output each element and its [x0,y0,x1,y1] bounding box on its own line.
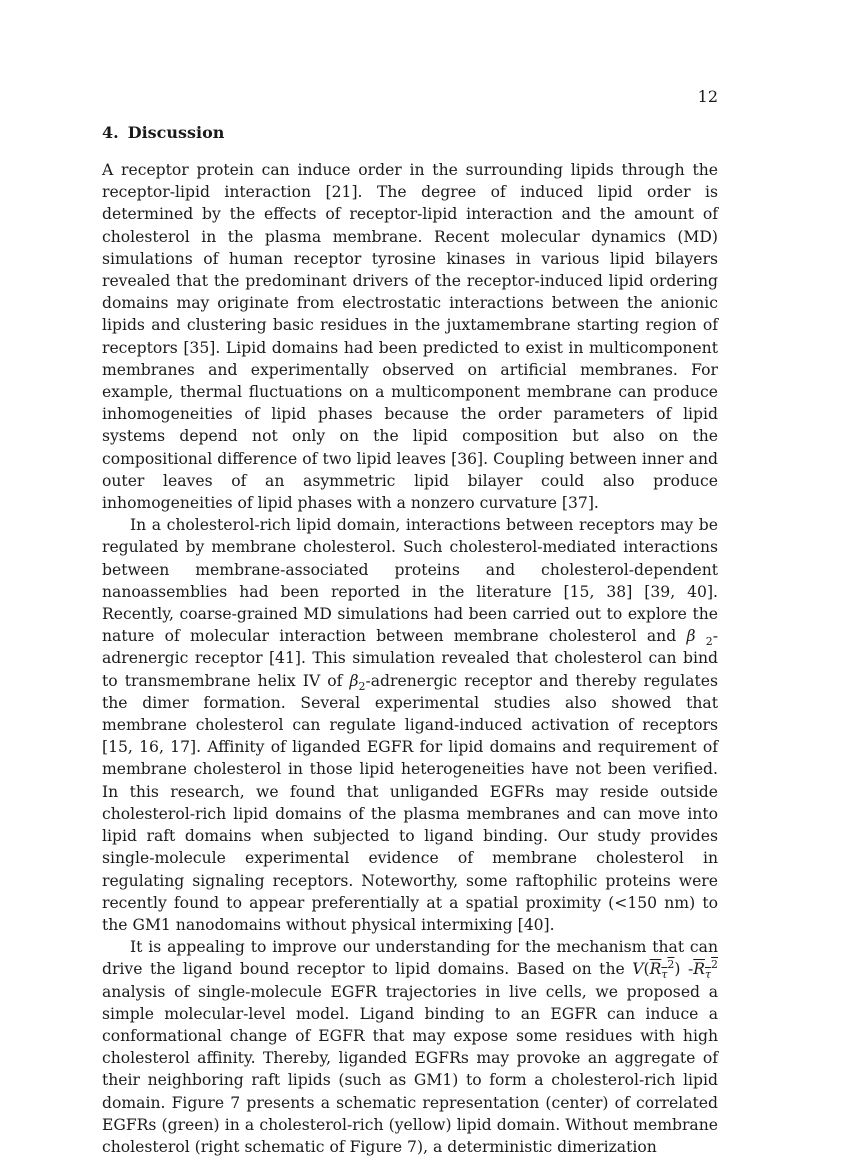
body-text [102,159,718,1158]
beta-symbol: β [349,671,359,690]
section-heading [102,122,224,144]
beta-subscript: 2 [358,679,366,693]
paragraph-2-part-b: -adrenergic receptor [41]. This simulation revealed that cholesterol can bind to transmembrane helix IV of [102,627,718,690]
beta-subscript: 2 [705,635,713,649]
page-number: 12 [697,87,718,106]
paragraph-3: It is appealing to improve our understanding for the mechanism that can drive the ligand bound receptor to lipid domains. Based on the $V(R_\tau^2)$ $-R_\tau^2$ analysis of single-molecule EGFR trajectories in live cells, we proposed a simple molecular-level model. Ligand binding to an EGFR can induce a conformational change of EGFR that may expose some residues with high cholesterol affinity. Thereby, liganded EGFRs may provoke an aggregate of their neighboring raft lipids (such as GM1) to form a cholesterol-rich lipid domain. Figure 7 presents a schematic representation (center) of correlated EGFRs (green) in a cholesterol-rich (yellow) lipid domain. Without membrane cholesterol (right schematic of Figure 7), a deterministic dimerization [102,938,718,1156]
section-title-text: Discussion [127,123,225,142]
math-variance-v: V [632,960,644,979]
math-separator: ) - [674,960,694,979]
paragraph-2-part-c: -adrenergic receptor and thereby regulates the dimer formation. Several experimental studies also showed that membrane cholesterol can regulate ligand-induced activation of receptors [15, 16, 17]. Affinity of liganded EGFR for lipid domains and requirement of membrane cholesterol in those lipid heterogeneities have not been verified. In this research, we found that unliganded EGFRs may reside outside cholesterol-rich lipid domains of the plasma membranes and can move into lipid raft domains when subjected to ligand binding. Our study provides single-molecule experimental evidence of membrane cholesterol in regulating signaling receptors. Noteworthy, some raftophilic proteins were recently found to appear preferentially at a spatial proximity (<150 nm) to the GM1 nanodomains without physical intermixing [40]. [102,671,718,934]
section-number: 4. [102,123,119,142]
paragraph-3-part-a: It is appealing to improve our understanding for the mechanism that can drive the ligand bound receptor to lipid domains. Based on the [102,938,718,979]
beta-symbol: β [686,627,696,646]
paragraph-2-part-a: In a cholesterol-rich lipid domain, interactions between receptors may be regulated by membrane cholesterol. Such cholesterol-mediated interactions between membrane-associated proteins and cholesterol-dependent nanoassemblies had been reported in the literature [15, 38] [39, 40]. Recently, coarse-grained MD simulations had been carried out to explore the nature of molecular interaction between membrane cholesterol and [102,516,718,646]
math-mean-r-tau-squared: $R_\tau^2$ [649,958,675,982]
paragraph-2 [102,514,718,936]
math-mean-r-tau-squared-2: $R_\tau^2$ [693,958,718,982]
paragraph-3-part-b: analysis of single-molecule EGFR trajectories in live cells, we proposed a simple molecular-level model. Ligand binding to an EGFR can induce a conformational change of EGFR that may expose some residues with high cholesterol affinity. Thereby, liganded EGFRs may provoke an aggregate of their neighboring raft lipids (such as GM1) to form a cholesterol-rich lipid domain. Figure 7 presents a schematic representation (center) of correlated EGFRs (green) in a cholesterol-rich (yellow) lipid domain. Without membrane cholesterol (right schematic of Figure 7), a deterministic dimerization [102,982,718,1156]
paragraph-1: A receptor protein can induce order in the surrounding lipids through the receptor-lipid interaction [21]. The degree of induced lipid order is determined by the effects of receptor-lipid interaction and the amount of cholesterol in the plasma membrane. Recent molecular dynamics (MD) simulations of human receptor tyrosine kinases in various lipid bilayers revealed that the predominant drivers of the receptor-induced lipid ordering domains may originate from electrostatic interactions between the anionic lipids and clustering basic residues in the juxtamembrane starting region of receptors [35]. Lipid domains had been predicted to exist in multicomponent membranes and experimentally observed on artificial membranes. For example, thermal fluctuations on a multicomponent membrane can produce inhomogeneities of lipid phases because the order parameters of lipid systems depend not only on the lipid composition but also on the compositional difference of two lipid leaves [36]. Coupling between inner and outer leaves of an asymmetric lipid bilayer could also produce inhomogeneities of lipid phases with a nonzero curvature [37]. [102,161,718,513]
